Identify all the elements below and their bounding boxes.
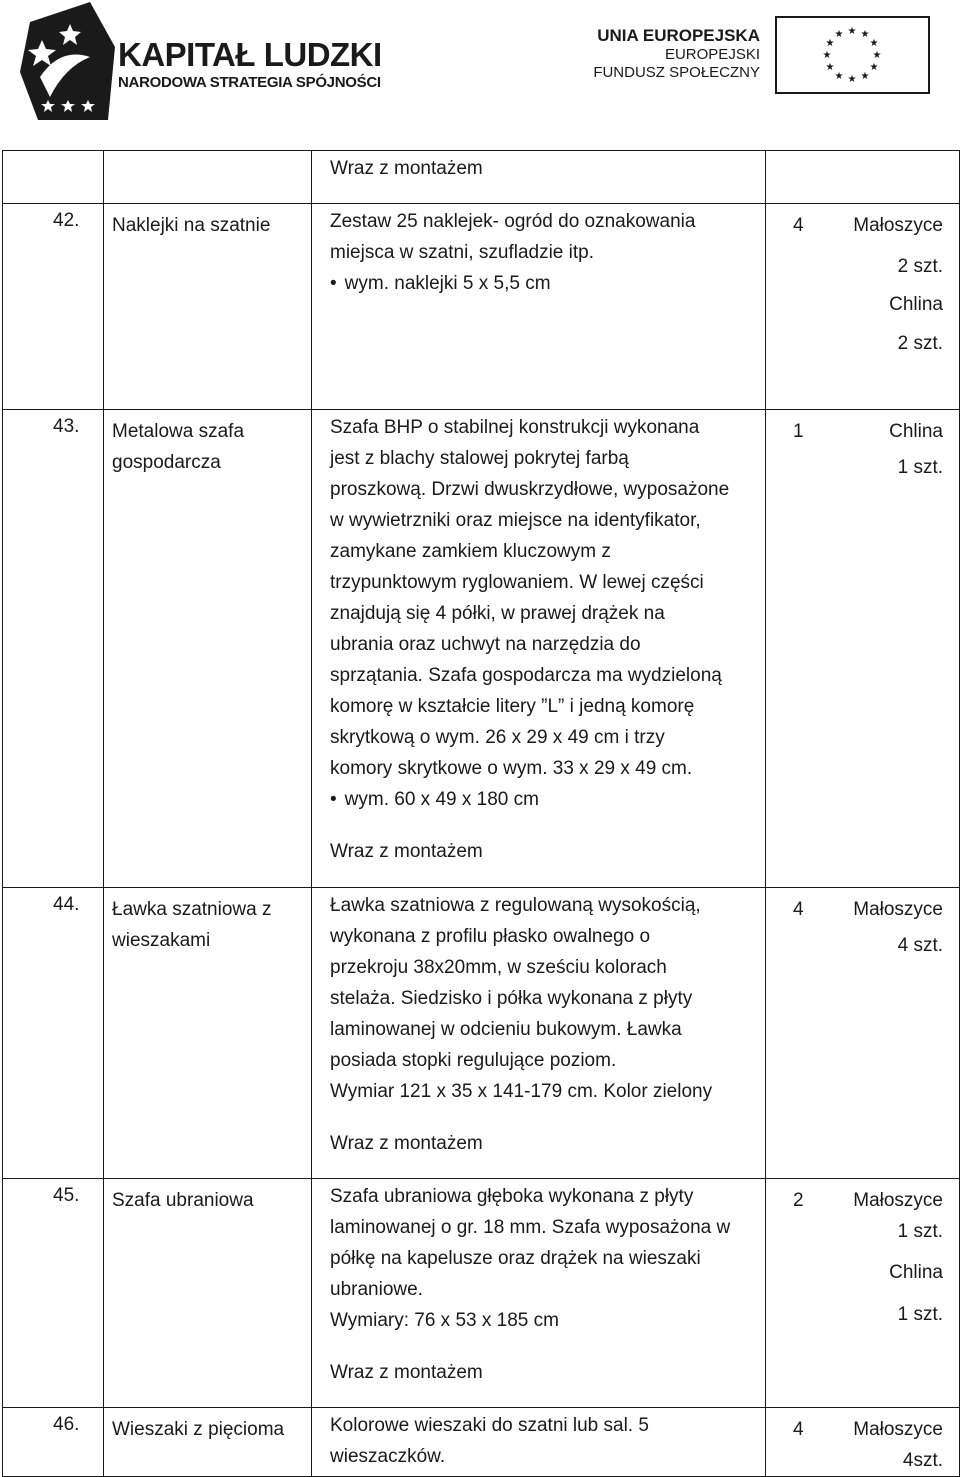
location-label: Chlina [889,1262,943,1283]
description-line: posiada stopki regulujące poziom. [330,1050,617,1071]
right-logo-line2: EUROPEJSKI [664,46,760,63]
description-line: zamykane zamkiem kluczowym z [330,541,611,562]
svg-text:★: ★ [834,71,844,82]
item-quantity-cell [766,151,960,204]
description-line: Zestaw 25 naklejek- ogród do oznakowania [330,211,696,232]
item-name-cell [104,410,312,888]
svg-text:★: ★ [847,26,857,37]
left-logo-title: KAPITAŁ LUDZKI [118,36,382,73]
right-logo-line3: FUNDUSZ SPOŁECZNY [593,64,760,81]
description-line: znajdują się 4 półki, w prawej drążek na [330,603,665,624]
kapital-ludzki-logo-icon [20,2,120,120]
description-line: sprzątania. Szafa gospodarcza ma wydzieloną [330,665,722,686]
location-label: Chlina [889,421,943,442]
location-count: 2 szt. [897,333,943,354]
svg-text:★: ★ [834,29,844,40]
item-number-cell: 42. [3,204,104,410]
left-logo-subtitle: NARODOWA STRATEGIA SPÓJNOŚCI [118,74,381,91]
items-table [2,150,960,1477]
location-count: 2 szt. [897,256,943,277]
item-name-cell [104,888,312,1179]
table-row [3,888,960,1179]
location-count: 1 szt. [897,1221,943,1242]
item-quantity-cell [766,1179,960,1408]
right-logo-title: UNIA EUROPEJSKA [597,26,760,45]
eu-flag-icon [775,16,930,94]
item-name-line: Wieszaki z pięcioma [112,1419,285,1440]
description-line: Ławka szatniowa z regulowaną wysokością, [330,895,701,916]
installation-note: Wraz z montażem [330,158,483,179]
svg-text:★: ★ [847,74,857,85]
location-count: 4szt. [902,1450,943,1471]
svg-text:★: ★ [860,71,870,82]
description-line: wykonana z profilu płasko owalnego o [330,926,651,947]
quantity-total: 2 [793,1190,804,1211]
table-row [3,410,960,888]
description-bullet: • wym. naklejki 5 x 5,5 cm [330,268,755,299]
item-description-cell [312,151,766,204]
description-line: Wymiary: 76 x 53 x 185 cm [330,1310,559,1331]
description-line: Szafa BHP o stabilnej konstrukcji wykonana [330,417,700,438]
item-name-line: wieszakami [112,930,211,951]
location-label: Chlina [889,294,943,315]
item-name-line: Ławka szatniowa z [112,899,272,920]
table-row [3,204,960,410]
location-count: 1 szt. [897,1304,943,1325]
description-line: miejsca w szatni, szufladzie itp. [330,242,594,263]
item-name-cell [104,1179,312,1408]
installation-note: Wraz z montażem [330,1133,483,1154]
location-label: Małoszyce [853,899,943,920]
item-name-cell [104,151,312,204]
item-number-cell: 45. [3,1179,104,1408]
description-line: komory skrytkowe o wym. 33 x 29 x 49 cm. [330,758,693,779]
description-line: Wymiar 121 x 35 x 141-179 cm. Kolor zielony [330,1081,713,1102]
item-description-cell [312,1179,766,1408]
svg-text:★: ★ [825,38,835,49]
item-quantity-cell [766,410,960,888]
item-name-cell [104,204,312,410]
quantity-total: 4 [793,899,804,920]
description-line: w wywietrzniki oraz miejsce na identyfikator, [330,510,701,531]
description-line: Szafa ubraniowa głęboka wykonana z płyty [330,1186,694,1207]
location-label: Małoszyce [853,1419,943,1440]
description-line: półkę na kapelusze oraz drążek na wieszaki [330,1248,701,1269]
description-line: skrytkową o wym. 26 x 29 x 49 cm i trzy [330,727,665,748]
svg-text:★: ★ [869,62,879,73]
table-row [3,1408,960,1477]
item-number-cell: 46. [3,1408,104,1477]
description-line: trzypunktowym ryglowaniem. W lewej części [330,572,704,593]
item-name-line: Metalowa szafa [112,421,245,442]
installation-note: Wraz z montażem [330,841,483,862]
item-name-line: Szafa ubraniowa [112,1190,254,1211]
installation-note: Wraz z montażem [330,1362,483,1383]
item-name-cell [104,1408,312,1477]
quantity-total: 4 [793,215,804,236]
item-number-cell: 43. [3,410,104,888]
description-line: proszkową. Drzwi dwuskrzydłowe, wyposażone [330,479,730,500]
svg-text:★: ★ [860,29,870,40]
item-description-cell [312,410,766,888]
svg-text:★: ★ [825,62,835,73]
svg-text:★: ★ [869,38,879,49]
description-line: stelaża. Siedzisko i półka wykonana z płyty [330,988,693,1009]
item-quantity-cell [766,1408,960,1477]
item-description-cell [312,888,766,1179]
location-count: 4 szt. [897,935,943,956]
quantity-total: 4 [793,1419,804,1440]
description-line: komorę w kształcie litery ”L” i jedną komorę [330,696,695,717]
location-label: Małoszyce [853,1190,943,1211]
description-bullet: • wym. 60 x 49 x 180 cm [330,784,755,815]
item-number-cell [3,151,104,204]
description-line: ubraniowe. [330,1279,423,1300]
item-quantity-cell [766,204,960,410]
description-line: ubrania oraz uchwyt na narzędzia do [330,634,641,655]
quantity-total: 1 [793,421,804,442]
item-quantity-cell [766,888,960,1179]
item-description-cell [312,1408,766,1477]
description-line: przekroju 38x20mm, w sześciu kolorach [330,957,667,978]
svg-text:★: ★ [872,50,882,61]
svg-text:★: ★ [822,50,832,61]
item-name-line: gospodarcza [112,452,221,473]
description-line: wieszaczków. [330,1446,446,1467]
page-header [0,0,960,130]
description-line: Kolorowe wieszaki do szatni lub sal. 5 [330,1415,649,1436]
item-number-cell: 44. [3,888,104,1179]
description-line: jest z blachy stalowej pokrytej farbą [330,448,629,469]
table-row [3,151,960,204]
location-label: Małoszyce [853,215,943,236]
table-row [3,1179,960,1408]
item-name-line: Naklejki na szatnie [112,215,271,236]
location-count: 1 szt. [897,457,943,478]
item-description-cell [312,204,766,410]
description-line: laminowanej o gr. 18 mm. Szafa wyposażona w [330,1217,731,1238]
description-line: laminowanej w odcieniu bukowym. Ławka [330,1019,682,1040]
